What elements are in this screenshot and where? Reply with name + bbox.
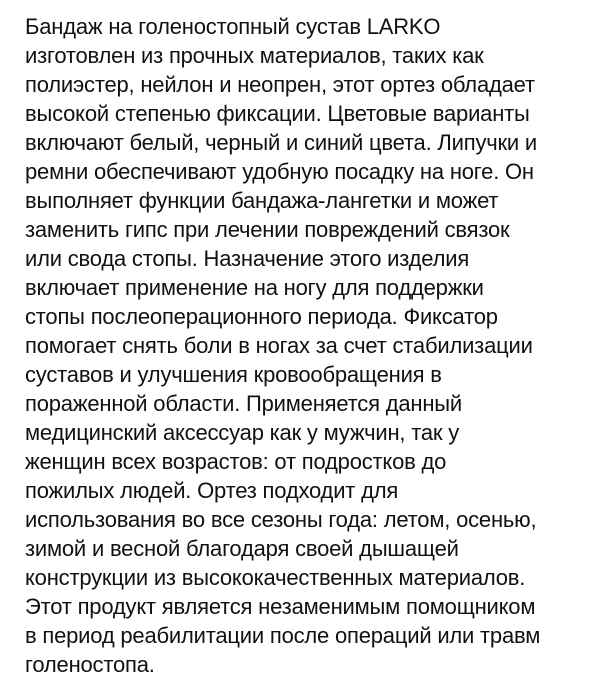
product-description-text: Бандаж на голеностопный сустав LARKO изготовлен из прочных материалов, таких как полиэстер, нейлон и неопрен, этот ортез обладает высокой степенью фиксации. Цветовые варианты включают белый, черный и синий цвета. Липучки и ремни обеспечивают удобную посадку на ноге. Он выполняет функции бандажа-лангетки и может заменить гипс при лечении повреждений связок или свода стопы. Назначение этого изделия включает применение на ногу для поддержки стопы послеоперационного периода. Фиксатор помогает снять боли в ногах за счет стабилизации суставов и улучшения кровообращения в пораженной области. Применяется данный медицинский аксессуар как у мужчин, так у женщин всех возрастов: от подростков до пожилых людей. Ортез подходит для использования во все сезоны года: летом, осенью, зимой и весной благодаря своей дышащей конструкции из высококачественных материалов. Этот продукт является незаменимым помощником в период реабилитации после операций или травм голеностопа. [25, 14, 541, 677]
